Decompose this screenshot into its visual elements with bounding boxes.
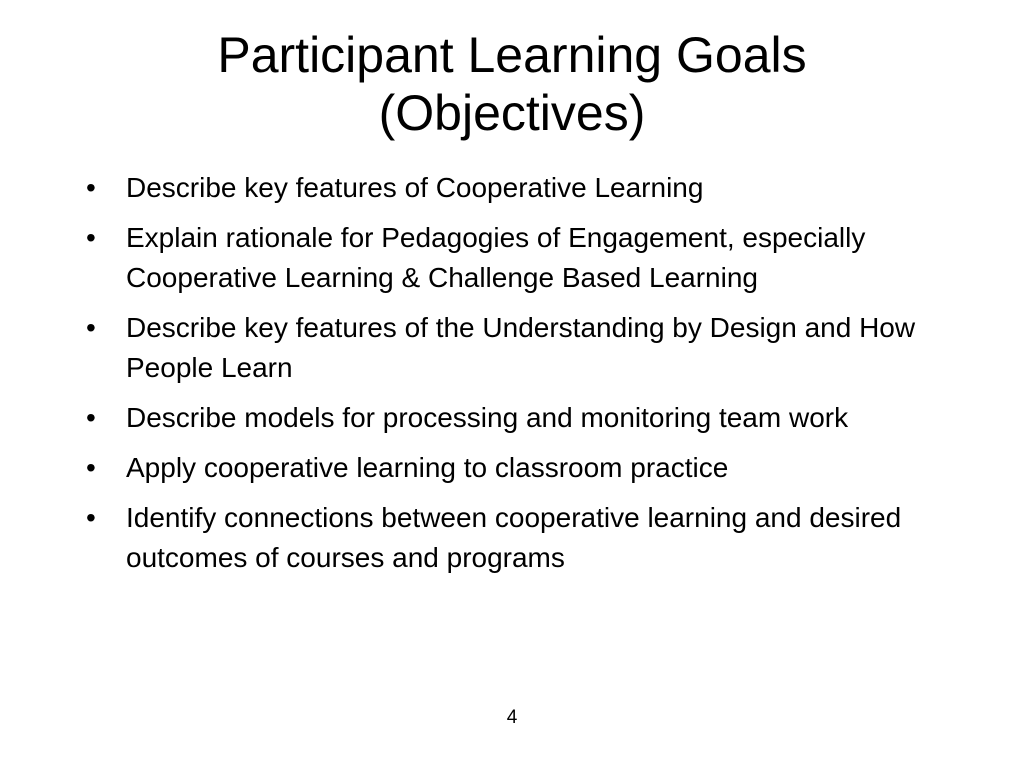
objective-item <box>86 168 966 208</box>
slide-number: 4 <box>506 707 518 728</box>
objective-text: Describe key features of Cooperative Learning <box>126 172 704 203</box>
bullet-icon: • <box>86 452 96 483</box>
slide-title-line-1: Participant Learning Goals <box>217 27 807 83</box>
objective-text: Describe models for processing and monitoring team work <box>126 402 849 433</box>
objective-text: Explain rationale for Pedagogies of Engagement, especially Cooperative Learning & Challenge Based Learning <box>126 222 866 293</box>
slide-title <box>60 26 964 142</box>
objective-item <box>86 498 966 578</box>
objective-text: Apply cooperative learning to classroom practice <box>126 452 729 483</box>
bullet-icon: • <box>86 402 96 433</box>
bullet-icon: • <box>86 222 96 253</box>
objective-item <box>86 308 966 388</box>
bullet-icon: • <box>86 172 96 203</box>
bullet-icon: • <box>86 312 96 343</box>
objectives-list <box>86 168 966 588</box>
objective-item <box>86 218 966 298</box>
objective-text: Identify connections between cooperative learning and desired outcomes of courses and programs <box>126 502 902 573</box>
objective-item <box>86 398 966 438</box>
objective-item <box>86 448 966 488</box>
bullet-icon: • <box>86 502 96 533</box>
objective-text: Describe key features of the Understanding by Design and How People Learn <box>126 312 916 383</box>
slide-title-line-2: (Objectives) <box>378 85 646 141</box>
